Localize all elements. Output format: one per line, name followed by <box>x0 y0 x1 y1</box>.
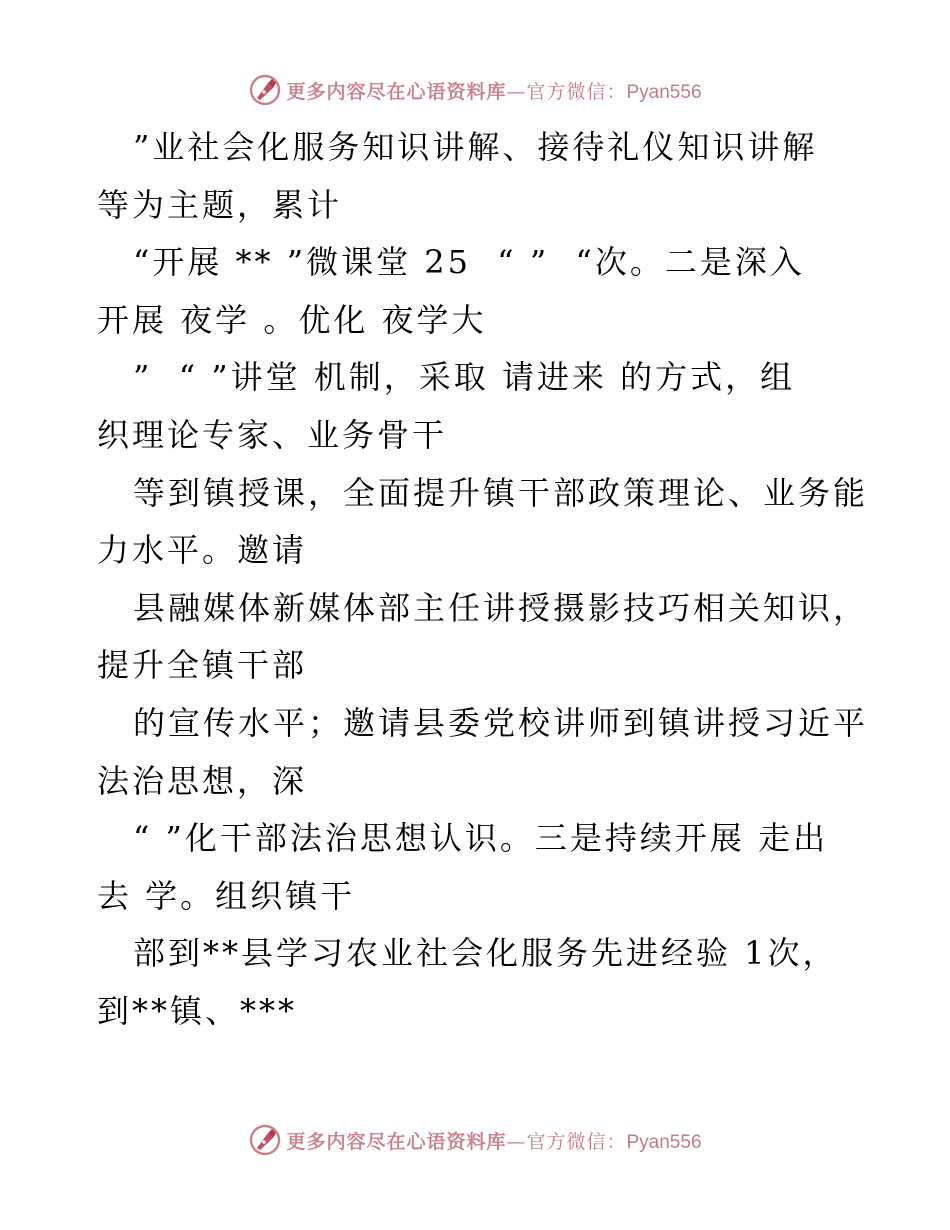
text-line: 到**镇、*** <box>97 991 298 1030</box>
text-line: ” “ ”讲堂 机制，采取 请进来 的方式，组 <box>133 358 796 397</box>
text-line: 等为主题，累计 <box>97 185 343 224</box>
watermark-text: 更多内容尽在心语资料库—官方微信：Pyan556 <box>286 1130 702 1153</box>
pen-nib-circle-icon <box>248 73 282 107</box>
document-body <box>97 119 867 1041</box>
pen-nib-circle-icon <box>248 1123 282 1157</box>
header-watermark <box>0 70 950 110</box>
text-line: 去 学。组织镇干 <box>97 876 356 915</box>
footer-watermark <box>0 1120 950 1160</box>
text-line: 等到镇授课，全面提升镇干部政策理论、业务能 <box>133 473 869 512</box>
text-line: 的宣传水平；邀请县委党校讲师到镇讲授习近平 <box>133 703 869 742</box>
text-line: 织理论专家、业务骨干 <box>97 415 448 454</box>
watermark-text: 更多内容尽在心语资料库—官方微信：Pyan556 <box>286 80 702 103</box>
text-line: 县融媒体新媒体部主任讲授摄影技巧相关知识， <box>133 588 869 627</box>
text-line: 法治思想，深 <box>97 761 308 800</box>
text-line: 力水平。邀请 <box>97 531 308 570</box>
text-line: “ ”化干部法治思想认识。三是持续开展 走出 <box>133 819 829 858</box>
text-line: 开展 夜学 。优化 夜学大 <box>97 300 487 339</box>
text-line: 提升全镇干部 <box>97 646 308 685</box>
text-line: 部到**县学习农业社会化服务先进经验 1次， <box>133 934 838 973</box>
text-line: “开展 ** ”微课堂 25 “ ” “次。二是深入 <box>133 243 805 282</box>
text-line: ”业社会化服务知识讲解、接待礼仪知识讲解 <box>133 128 818 166</box>
